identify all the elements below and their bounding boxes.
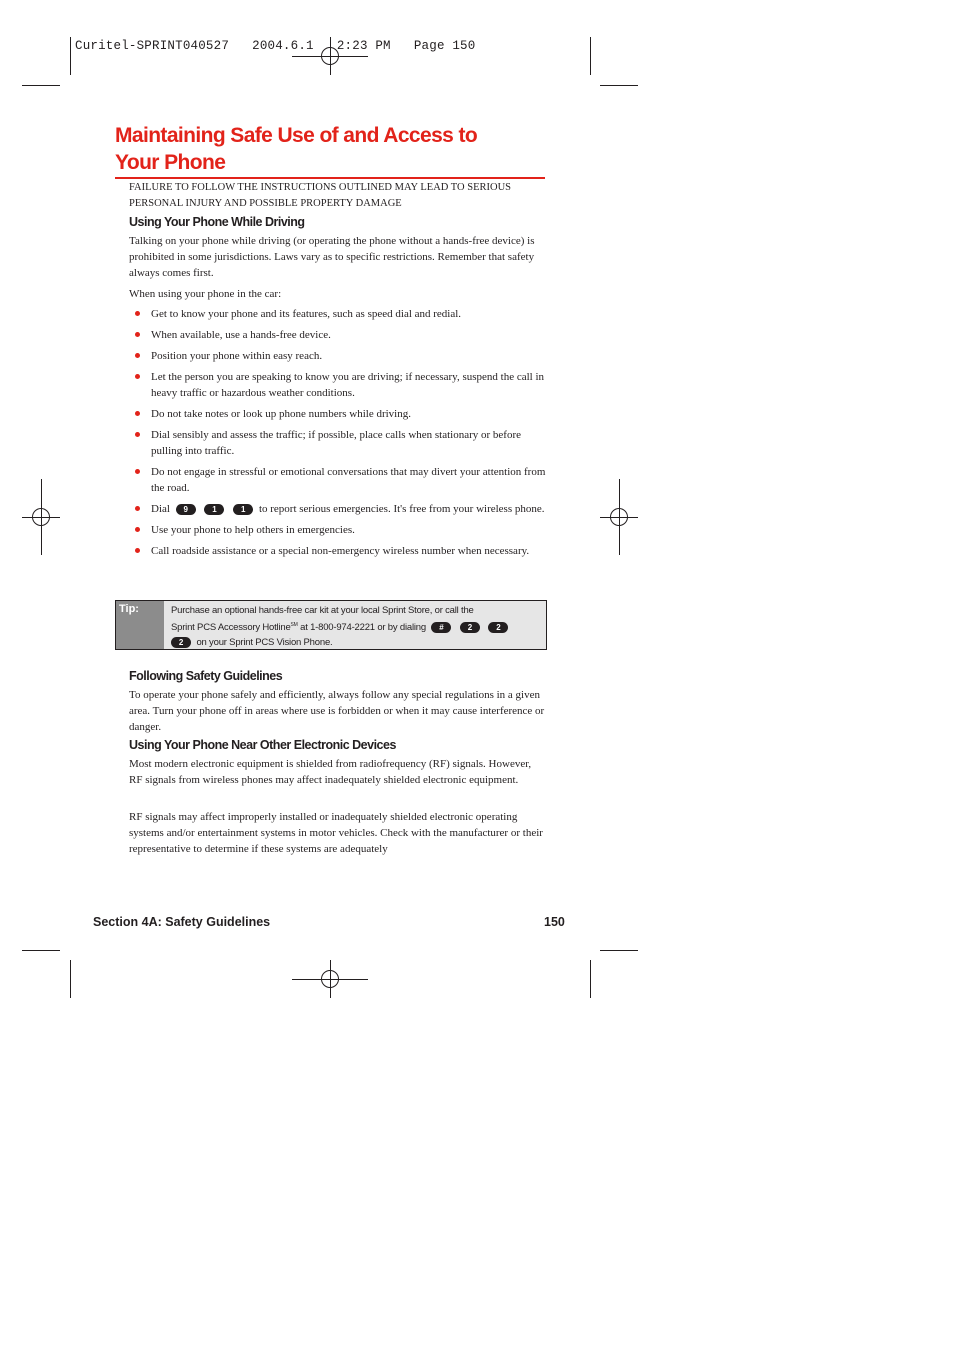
crop-mark — [22, 950, 60, 951]
list-item: Use your phone to help others in emergencies. — [129, 522, 549, 538]
list-item: Call roadside assistance or a special non-emergency wireless number when necessary. — [129, 543, 549, 559]
footer-section: Section 4A: Safety Guidelines — [93, 915, 271, 929]
page-number: 150 — [544, 915, 565, 929]
registration-mark-circle — [321, 970, 339, 988]
list-item: Dial 9 1 1 to report serious emergencies. It's free from your wireless phone. — [129, 501, 549, 517]
bullet-icon — [135, 548, 140, 553]
bullet-list — [129, 306, 549, 564]
section-heading: Following Safety Guidelines — [129, 669, 283, 683]
list-item: Position your phone within easy reach. — [129, 348, 549, 364]
crop-mark — [22, 85, 60, 86]
crop-mark — [600, 950, 638, 951]
section-heading: Using Your Phone Near Other Electronic Devices — [129, 738, 396, 752]
list-item: Do not engage in stressful or emotional conversations that may divert your attention from the road. — [129, 464, 549, 496]
crop-mark — [70, 37, 71, 75]
key-2-icon: 2 — [488, 622, 508, 633]
crop-mark — [590, 960, 591, 998]
tip-text: Purchase an optional hands-free car kit at your local Sprint Store, or call the Sprint PCS Accessory Hotline℠ at 1-800-974-2221 or by dialing # 2 2 2 on your Sprint PCS Vision Phone. — [171, 603, 541, 650]
key-9-icon: 9 — [176, 504, 196, 515]
title-line: Your Phone — [115, 151, 226, 174]
crop-mark — [590, 37, 591, 75]
paragraph: To operate your phone safely and efficiently, always follow any special regulations in a given area. Turn your phone off in areas where use is forbidden or when it may cause interference or danger. — [129, 689, 545, 733]
bullet-icon — [135, 332, 140, 337]
key-2-icon: 2 — [460, 622, 480, 633]
bullet-icon — [135, 311, 140, 316]
section-heading: Using Your Phone While Driving — [129, 215, 305, 229]
tip-box — [115, 600, 547, 650]
paragraph: Most modern electronic equipment is shielded from radiofrequency (RF) signals. However, RF signals from wireless phones may affect inadequately shielded electronic equipment. — [129, 758, 532, 786]
title-rule — [115, 177, 545, 179]
list-item: Get to know your phone and its features, such as speed dial and redial. — [129, 306, 549, 322]
tip-label: Tip: — [116, 601, 164, 649]
list-item: When available, use a hands-free device. — [129, 327, 549, 343]
key-pound-icon: # — [431, 622, 451, 633]
warning-text: FAILURE TO FOLLOW THE INSTRUCTIONS OUTLINED MAY LEAD TO SERIOUS PERSONAL INJURY AND POSSIBLE PROPERTY DAMAGE — [129, 182, 511, 209]
key-2-icon: 2 — [171, 637, 191, 648]
paragraph: RF signals may affect improperly installed or inadequately shielded electronic operating systems and/or entertainment systems in motor vehicles. Check with the manufacturer or their representative to determine if these systems are adequately — [129, 811, 543, 855]
crop-mark — [600, 85, 638, 86]
bullet-icon — [135, 353, 140, 358]
print-slug: Curitel-SPRINT040527 2004.6.1 2:23 PM Page 150 — [75, 39, 476, 53]
bullet-icon — [135, 469, 140, 474]
key-1-icon: 1 — [233, 504, 253, 515]
paragraph: When using your phone in the car: — [129, 288, 282, 300]
list-item: Let the person you are speaking to know you are driving; if necessary, suspend the call in heavy traffic or hazardous weather conditions. — [129, 369, 549, 401]
bullet-icon — [135, 432, 140, 437]
list-item: Dial sensibly and assess the traffic; if possible, place calls when stationary or before pulling into traffic. — [129, 427, 549, 459]
key-1-icon: 1 — [204, 504, 224, 515]
bullet-icon — [135, 527, 140, 532]
paragraph: Talking on your phone while driving (or operating the phone without a hands-free device) is prohibited in some jurisdictions. Laws vary as to specific restrictions. Remember that safety always comes first. — [129, 235, 535, 279]
page-title — [115, 122, 555, 176]
title-line: Maintaining Safe Use of and Access to — [115, 124, 478, 147]
bullet-icon — [135, 374, 140, 379]
bullet-icon — [135, 506, 140, 511]
list-item: Do not take notes or look up phone numbers while driving. — [129, 406, 549, 422]
crop-mark — [70, 960, 71, 998]
registration-mark-circle — [32, 508, 50, 526]
bullet-icon — [135, 411, 140, 416]
registration-mark-circle — [610, 508, 628, 526]
